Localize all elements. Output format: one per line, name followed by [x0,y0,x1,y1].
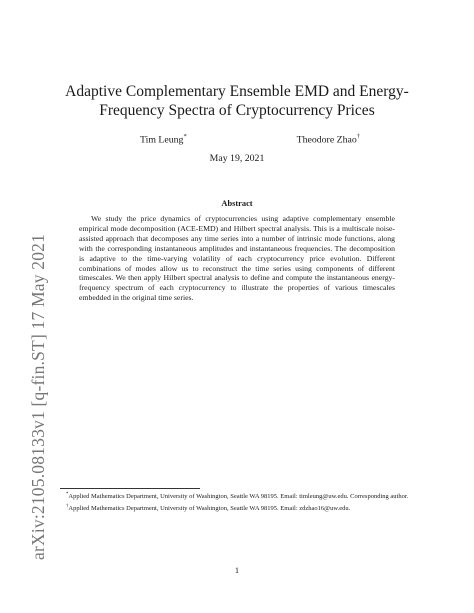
author [297,133,360,145]
footnote [60,491,417,502]
paper-title: Adaptive Complementary Ensemble EMD and Energy-Frequency Spectra of Cryptocurrency Prices [65,83,409,119]
footnote-divider [60,488,200,489]
footnote-mark: * [66,492,69,497]
footnotes [60,491,417,515]
author-footnote-mark: * [183,133,187,140]
arxiv-identifier: arXiv:2105.08133v1 [q-fin.ST] 17 May 2021 [28,233,48,560]
footnote [60,503,417,514]
author-list [140,133,360,145]
paper-date: May 19, 2021 [209,153,265,164]
page-number: 1 [234,566,240,575]
footnote-text: Applied Mathematics Department, University of Washington, Seattle WA 98195. Email: zdzhao16@uw.edu. [68,505,351,513]
footnote-mark: † [66,504,69,510]
abstract-text: We study the price dynamics of cryptocurrencies using adaptive complementary ensemble empirical mode decomposition (ACE-EMD) and Hilbert spectral analysis. This is a multiscale noise-assisted approach that decomposes any time series into a number of intrinsic mode functions, along with the corresponding instantaneous amplitudes and instantaneous frequencies. The decomposition is adaptive to the time-varying volatility of each cryptocurrency price evolution. Different combinations of modes allow us to reconstruct the time series using components of different timescales. We then apply Hilbert spectral analysis to define and compute the instantaneous energy-frequency spectrum of each cryptocurrency to illustrate the properties of various timescales embedded in the original time series. [79,214,395,303]
author-footnote-mark: † [356,133,360,140]
author-name: Tim Leung [140,134,184,146]
author-name: Theodore Zhao [296,134,357,146]
footnote-text: Applied Mathematics Department, University of Washington, Seattle WA 98195. Email: timleung@uw.edu. Corresponding author. [68,493,409,501]
abstract-heading: Abstract [221,199,253,208]
author [140,133,187,145]
